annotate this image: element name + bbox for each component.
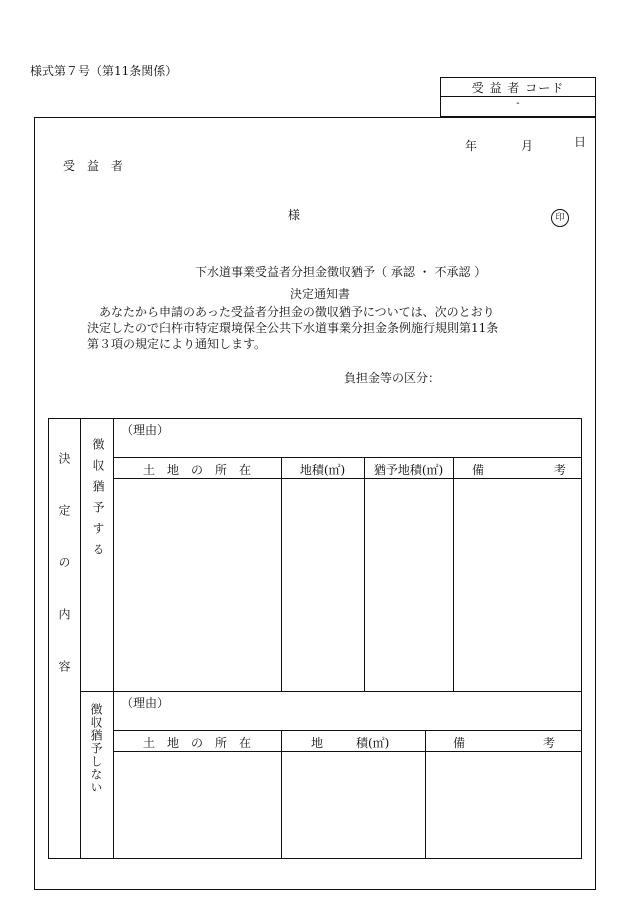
recipient-label: 受 益 者	[63, 159, 124, 173]
approve-label: 徴収猶予する	[91, 438, 105, 564]
deny-col-remarks-2: 考	[543, 736, 556, 750]
approve-area-cell[interactable]	[282, 479, 363, 690]
approve-location-cell[interactable]	[114, 479, 280, 690]
deny-col-location: 土 地 の 所 在	[142, 736, 251, 750]
deny-reason-label: （理由）	[121, 696, 170, 710]
beneficiary-code-value[interactable]: -	[516, 98, 520, 109]
deny-col-area-1: 地	[311, 736, 324, 750]
approve-col-deferred-area: 猶予地積(㎡)	[373, 463, 444, 477]
date-month: 月	[521, 139, 534, 153]
body-line-1: あなたから申請のあった受益者分担金の徴収猶予については、次のとおり	[99, 305, 495, 319]
deny-remarks-cell[interactable]	[426, 752, 581, 858]
date-day: 日	[574, 135, 587, 149]
category-label: 負担金等の区分：	[344, 371, 441, 385]
approve-deferred-area-cell[interactable]	[365, 479, 452, 690]
approve-col-remarks-1: 備	[472, 463, 485, 477]
approve-col-location: 土 地 の 所 在	[142, 463, 251, 477]
deny-reason-field[interactable]	[114, 709, 581, 729]
body-line-3: 第３項の規定により通知します。	[87, 337, 267, 351]
deny-label: 徴収猶予しない	[89, 703, 103, 794]
approve-remarks-cell[interactable]	[454, 479, 581, 690]
approve-col-remarks-2: 考	[554, 463, 567, 477]
approve-reason-label: （理由）	[121, 423, 170, 437]
approve-col-area: 地積(㎡)	[299, 463, 346, 477]
decision-label: 決定の内容	[57, 452, 71, 712]
notice-title: 下水道事業受益者分担金徴収猶予（ 承認 ・ 不承認 ）	[195, 265, 487, 279]
deny-col-area-2: 積(㎡)	[356, 736, 390, 750]
notice-subtitle: 決定通知書	[290, 287, 351, 301]
date-year: 年	[465, 139, 478, 153]
deny-col-remarks-1: 備	[453, 736, 466, 750]
body-line-2: 決定したので臼杵市特定環境保全公共下水道事業分担金条例施行規則第11条	[87, 321, 499, 335]
beneficiary-code-header: 受 益 者 コード	[471, 81, 565, 95]
approve-reason-field[interactable]	[114, 436, 581, 456]
deny-area-cell[interactable]	[282, 752, 424, 858]
form-id: 様式第７号（第11条関係）	[30, 64, 178, 78]
seal-mark: 印	[551, 209, 569, 227]
sama-label: 様	[288, 208, 301, 222]
deny-location-cell[interactable]	[114, 752, 280, 858]
